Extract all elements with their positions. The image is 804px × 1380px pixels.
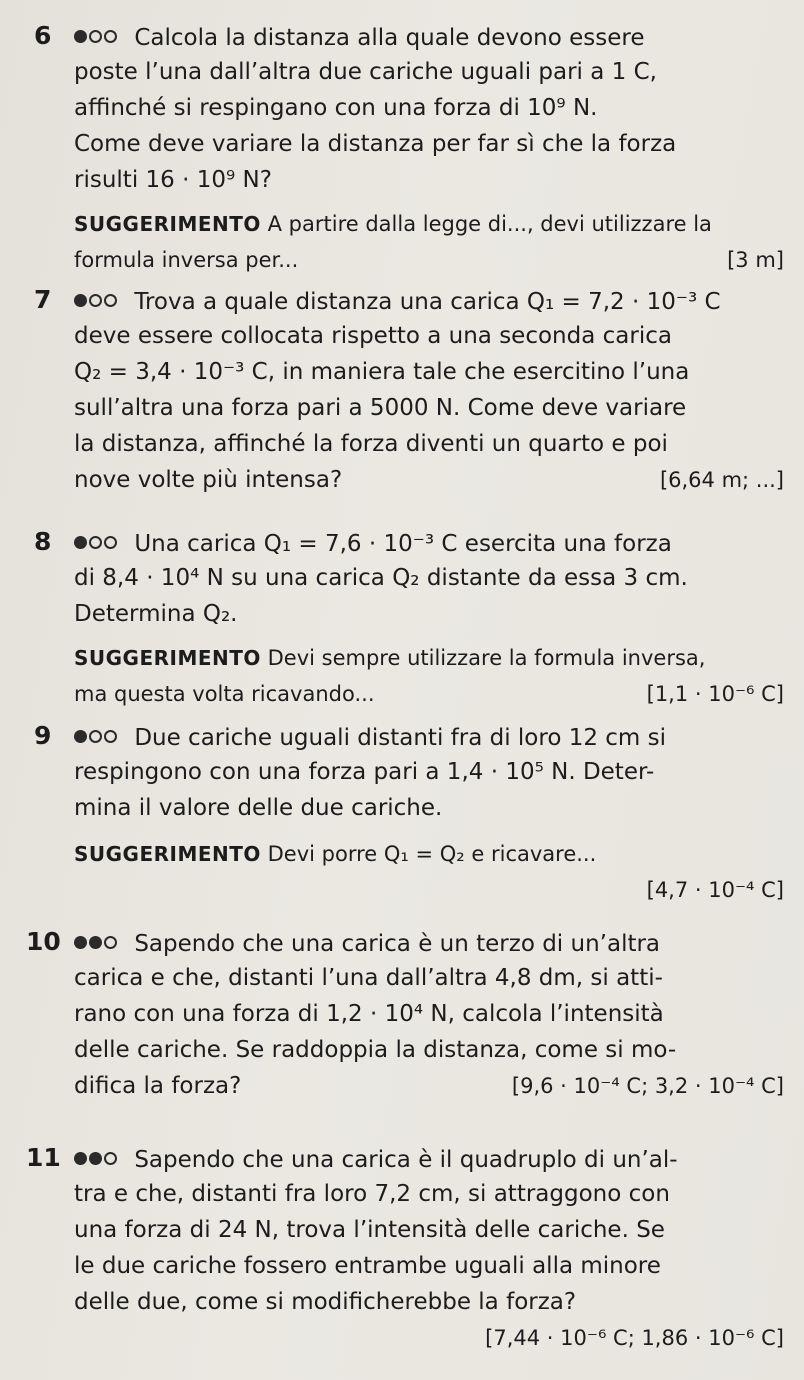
exercise-text: poste l’una dall’altra due cariche uguali pari a 1 C, bbox=[74, 59, 657, 85]
exercise-text: mina il valore delle due cariche. bbox=[74, 795, 443, 821]
exercise-text: carica e che, distanti l’una dall’altra 4,8 dm, si atti- bbox=[74, 965, 663, 991]
exercise-text: Calcola la distanza alla quale devono essere bbox=[134, 25, 645, 51]
hint-text: Devi porre Q₁ = Q₂ e ricavare... bbox=[267, 842, 597, 866]
exercise-number: 10 bbox=[26, 927, 61, 956]
exercise-text: affinché si respingano con una forza di 10⁹ N. bbox=[74, 95, 598, 121]
exercise-text: di 8,4 · 10⁴ N su una carica Q₂ distante da essa 3 cm. bbox=[74, 565, 688, 591]
exercise-text: una forza di 24 N, trova l’intensità delle cariche. Se bbox=[74, 1217, 665, 1243]
exercise-number: 6 bbox=[34, 21, 52, 50]
answer: [9,6 · 10⁻⁴ C; 3,2 · 10⁻⁴ C] bbox=[511, 1074, 784, 1098]
exercise-text: Come deve variare la distanza per far sì che la forza bbox=[74, 131, 677, 157]
hint-text: Devi sempre utilizzare la formula inversa, bbox=[267, 646, 706, 670]
exercise-text: le due cariche fossero entrambe uguali alla minore bbox=[74, 1253, 661, 1279]
answer: [4,7 · 10⁻⁴ C] bbox=[646, 878, 784, 902]
hint-text: A partire dalla legge di..., devi utilizzare la bbox=[267, 212, 712, 236]
exercise-text: Sapendo che una carica è un terzo di un’altra bbox=[134, 931, 661, 957]
answer: [1,1 · 10⁻⁶ C] bbox=[646, 682, 784, 706]
exercise-text: nove volte più intensa? bbox=[74, 467, 343, 493]
exercise-text: Q₂ = 3,4 · 10⁻³ C, in maniera tale che esercitino l’una bbox=[74, 359, 690, 385]
answer: [7,44 · 10⁻⁶ C; 1,86 · 10⁻⁶ C] bbox=[485, 1326, 784, 1350]
exercise-text: rano con una forza di 1,2 · 10⁴ N, calcola l’intensità bbox=[74, 1001, 664, 1027]
exercise-number: 11 bbox=[26, 1143, 61, 1172]
exercise-text: Due cariche uguali distanti fra di loro 12 cm si bbox=[134, 725, 667, 751]
difficulty-dots-icon bbox=[74, 924, 119, 960]
exercise-text: delle cariche. Se raddoppia la distanza, come si mo- bbox=[74, 1037, 677, 1063]
exercise-text: Una carica Q₁ = 7,6 · 10⁻³ C esercita una forza bbox=[134, 531, 672, 557]
exercise-text: respingono con una forza pari a 1,4 · 10⁵ N. Deter- bbox=[74, 759, 655, 785]
answer: [3 m] bbox=[727, 248, 784, 272]
exercise-text: tra e che, distanti fra loro 7,2 cm, si attraggono con bbox=[74, 1181, 670, 1207]
difficulty-dots-icon bbox=[74, 282, 119, 318]
exercise-text: difica la forza? bbox=[74, 1073, 242, 1099]
exercise-text: Sapendo che una carica è il quadruplo di un’al- bbox=[134, 1147, 678, 1173]
exercise-text: Determina Q₂. bbox=[74, 601, 238, 627]
exercise-text: deve essere collocata rispetto a una seconda carica bbox=[74, 323, 672, 349]
exercise-text: Trova a quale distanza una carica Q₁ = 7,2 · 10⁻³ C bbox=[134, 289, 721, 315]
exercise-number: 7 bbox=[34, 285, 52, 314]
hint-label: SUGGERIMENTO bbox=[74, 646, 261, 670]
hint-text: formula inversa per... bbox=[74, 248, 299, 272]
exercise-number: 8 bbox=[34, 527, 52, 556]
exercise-8 bbox=[34, 524, 784, 712]
exercise-9 bbox=[34, 718, 784, 908]
difficulty-dots-icon bbox=[74, 524, 119, 560]
exercise-11 bbox=[26, 1140, 784, 1356]
exercise-text: risulti 16 · 10⁹ N? bbox=[74, 167, 272, 193]
exercise-7 bbox=[34, 282, 784, 498]
exercise-text: la distanza, affinché la forza diventi un quarto e poi bbox=[74, 431, 668, 457]
hint-label: SUGGERIMENTO bbox=[74, 212, 261, 236]
exercise-text: delle due, come si modificherebbe la forza? bbox=[74, 1289, 577, 1315]
exercise-text: sull’altra una forza pari a 5000 N. Come deve variare bbox=[74, 395, 687, 421]
difficulty-dots-icon bbox=[74, 1140, 119, 1176]
exercise-10 bbox=[26, 924, 784, 1104]
exercise-6 bbox=[34, 18, 784, 278]
hint-text: ma questa volta ricavando... bbox=[74, 682, 375, 706]
difficulty-dots-icon bbox=[74, 718, 119, 754]
exercise-number: 9 bbox=[34, 721, 52, 750]
difficulty-dots-icon bbox=[74, 18, 119, 54]
answer: [6,64 m; ...] bbox=[659, 468, 784, 492]
hint-label: SUGGERIMENTO bbox=[74, 842, 261, 866]
